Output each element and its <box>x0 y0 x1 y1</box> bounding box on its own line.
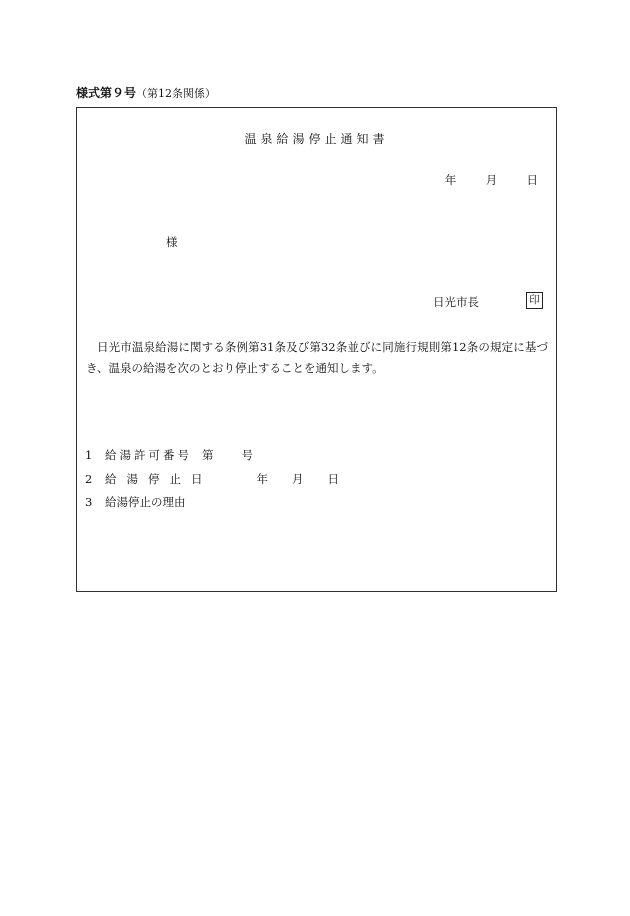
item-number: 2 <box>85 472 93 486</box>
item-label: 給湯停止日 <box>105 472 213 486</box>
item-label: 給湯停止の理由 <box>105 495 186 509</box>
notice-form-frame <box>76 107 557 592</box>
stop-date-month: 月 <box>292 472 304 486</box>
permit-number-prefix: 第 <box>202 448 214 462</box>
seal-mark: 印 <box>526 292 543 309</box>
item-number: 1 <box>85 448 93 462</box>
issuer-name: 日光市長 <box>433 295 479 309</box>
document-title: 温泉給湯停止通知書 <box>244 132 389 146</box>
form-number: 様式第９号 <box>76 86 137 100</box>
item-stop-reason <box>85 494 186 510</box>
item-permit-number <box>85 447 253 463</box>
stop-date-year: 年 <box>256 472 268 486</box>
form-article-ref: （第12条関係） <box>136 87 217 100</box>
permit-number-suffix: 号 <box>241 448 253 462</box>
recipient-suffix: 様 <box>166 235 178 249</box>
stop-date-day: 日 <box>327 472 339 486</box>
notice-body: 日光市温泉給湯に関する条例第31条及び第32条並びに同施行規則第12条の規定に基づき、温泉の給湯を次のとおり停止することを通知します。 <box>86 340 548 375</box>
item-number: 3 <box>85 495 93 509</box>
issue-date <box>445 172 538 188</box>
item-label: 給湯許可番号 <box>105 448 192 462</box>
issue-date-day: 日 <box>526 173 538 187</box>
issue-date-year: 年 <box>444 173 457 187</box>
issue-date-month: 月 <box>485 173 498 187</box>
form-number-label <box>76 84 216 101</box>
item-stop-date <box>85 471 339 487</box>
